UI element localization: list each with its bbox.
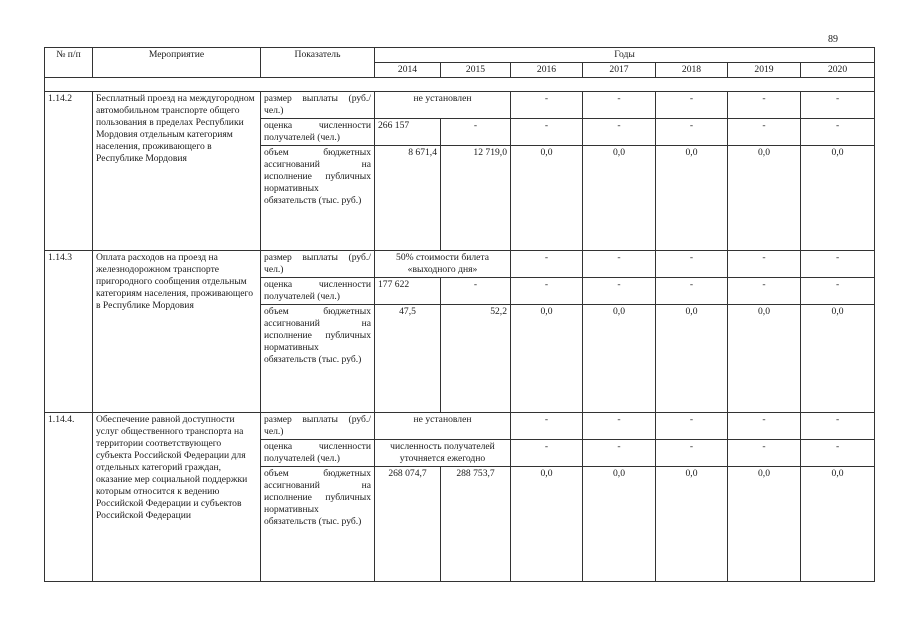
measures-table bbox=[44, 47, 875, 582]
row-num: 1.14.4. bbox=[45, 413, 93, 582]
year-value: - bbox=[801, 119, 875, 146]
page-number: 89 bbox=[828, 34, 838, 45]
year-value: - bbox=[728, 413, 801, 440]
indicator-label: объем бюджетных ассигнований на исполнение публичных нормативных обязательств (тыс. руб.) bbox=[261, 305, 375, 413]
year-value: 288 753,7 bbox=[441, 467, 511, 582]
year-value: - bbox=[728, 251, 801, 278]
year-value: 0,0 bbox=[656, 146, 728, 251]
year-value: - bbox=[728, 119, 801, 146]
row-num: 1.14.3 bbox=[45, 251, 93, 413]
header-year: 2014 bbox=[375, 63, 441, 78]
year-value: 0,0 bbox=[656, 305, 728, 413]
year-value: - bbox=[801, 440, 875, 467]
year-value: - bbox=[801, 92, 875, 119]
year-value: - bbox=[656, 413, 728, 440]
row-num: 1.14.2 bbox=[45, 92, 93, 251]
merged-value: не установлен bbox=[375, 413, 511, 440]
indicator-label: оценка численности получателей (чел.) bbox=[261, 278, 375, 305]
header-year: 2020 bbox=[801, 63, 875, 78]
year-value: - bbox=[728, 278, 801, 305]
year-value: 0,0 bbox=[511, 467, 583, 582]
header-years: Годы bbox=[375, 48, 875, 63]
year-value: 0,0 bbox=[728, 146, 801, 251]
merged-value: не установлен bbox=[375, 92, 511, 119]
year-value: 0,0 bbox=[728, 305, 801, 413]
year-value: 12 719,0 bbox=[441, 146, 511, 251]
year-value: - bbox=[441, 278, 511, 305]
year-value: - bbox=[801, 278, 875, 305]
year-value: 0,0 bbox=[801, 146, 875, 251]
year-value: 0,0 bbox=[801, 305, 875, 413]
year-value: - bbox=[656, 440, 728, 467]
merged-value: численность получателей уточняется ежегодно bbox=[375, 440, 511, 467]
year-value: - bbox=[656, 251, 728, 278]
header-event: Мероприятие bbox=[93, 48, 261, 78]
year-value: 0,0 bbox=[583, 305, 656, 413]
year-value: - bbox=[511, 413, 583, 440]
year-value: - bbox=[801, 413, 875, 440]
year-value: - bbox=[511, 440, 583, 467]
indicator-label: оценка численности получателей (чел.) bbox=[261, 119, 375, 146]
spacer-row bbox=[45, 78, 875, 92]
year-value: 47,5 bbox=[375, 305, 441, 413]
indicator-label: размер выплаты (руб./ чел.) bbox=[261, 413, 375, 440]
year-value: 8 671,4 bbox=[375, 146, 441, 251]
row-event: Обеспечение равной доступности услуг общественного транспорта на территории соответствующего субъекта Российской Федерации для отдельных категорий граждан, оказание мер социальной поддержки которым относится к ведению Российской Федерации и субъектов Российской Федерации bbox=[93, 413, 261, 582]
year-value: - bbox=[583, 278, 656, 305]
year-value: 0,0 bbox=[583, 146, 656, 251]
year-value: - bbox=[583, 440, 656, 467]
year-value: 177 622 bbox=[375, 278, 441, 305]
year-value: - bbox=[583, 92, 656, 119]
row-event: Оплата расходов на проезд на железнодорожном транспорте пригородного сообщения отдельным категориям населения, проживающего в Республике Мордовия bbox=[93, 251, 261, 413]
header-year: 2017 bbox=[583, 63, 656, 78]
indicator-label: размер выплаты (руб./ чел.) bbox=[261, 92, 375, 119]
year-value: - bbox=[583, 251, 656, 278]
year-value: 268 074,7 bbox=[375, 467, 441, 582]
table-row bbox=[45, 413, 875, 440]
year-value: 52,2 bbox=[441, 305, 511, 413]
year-value: 0,0 bbox=[583, 467, 656, 582]
year-value: 0,0 bbox=[511, 305, 583, 413]
indicator-label: оценка численности получателей (чел.) bbox=[261, 440, 375, 467]
table-row bbox=[45, 251, 875, 278]
header-indicator: Показатель bbox=[261, 48, 375, 78]
year-value: - bbox=[728, 440, 801, 467]
header-year: 2018 bbox=[656, 63, 728, 78]
year-value: - bbox=[583, 413, 656, 440]
indicator-label: объем бюджетных ассигнований на исполнение публичных нормативных обязательств (тыс. руб.) bbox=[261, 467, 375, 582]
year-value: - bbox=[511, 251, 583, 278]
year-value: - bbox=[511, 278, 583, 305]
header-year: 2016 bbox=[511, 63, 583, 78]
row-event: Бесплатный проезд на междугородном автомобильном транспорте общего пользования в пределах Республики Мордовия отдельным категориям населения, проживающего в Республике Мордовия bbox=[93, 92, 261, 251]
indicator-label: размер выплаты (руб./ чел.) bbox=[261, 251, 375, 278]
year-value: 0,0 bbox=[656, 467, 728, 582]
year-value: - bbox=[656, 119, 728, 146]
indicator-label: объем бюджетных ассигнований на исполнение публичных нормативных обязательств (тыс. руб.) bbox=[261, 146, 375, 251]
year-value: - bbox=[728, 92, 801, 119]
merged-value: 50% стоимости билета «выходного дня» bbox=[375, 251, 511, 278]
year-value: - bbox=[441, 119, 511, 146]
year-value: - bbox=[511, 119, 583, 146]
year-value: 0,0 bbox=[801, 467, 875, 582]
header-year: 2019 bbox=[728, 63, 801, 78]
table-row bbox=[45, 92, 875, 119]
year-value: - bbox=[656, 278, 728, 305]
header-year: 2015 bbox=[441, 63, 511, 78]
year-value: 0,0 bbox=[511, 146, 583, 251]
year-value: 266 157 bbox=[375, 119, 441, 146]
year-value: 0,0 bbox=[728, 467, 801, 582]
year-value: - bbox=[656, 92, 728, 119]
year-value: - bbox=[801, 251, 875, 278]
year-value: - bbox=[511, 92, 583, 119]
year-value: - bbox=[583, 119, 656, 146]
header-num: № п/п bbox=[45, 48, 93, 78]
